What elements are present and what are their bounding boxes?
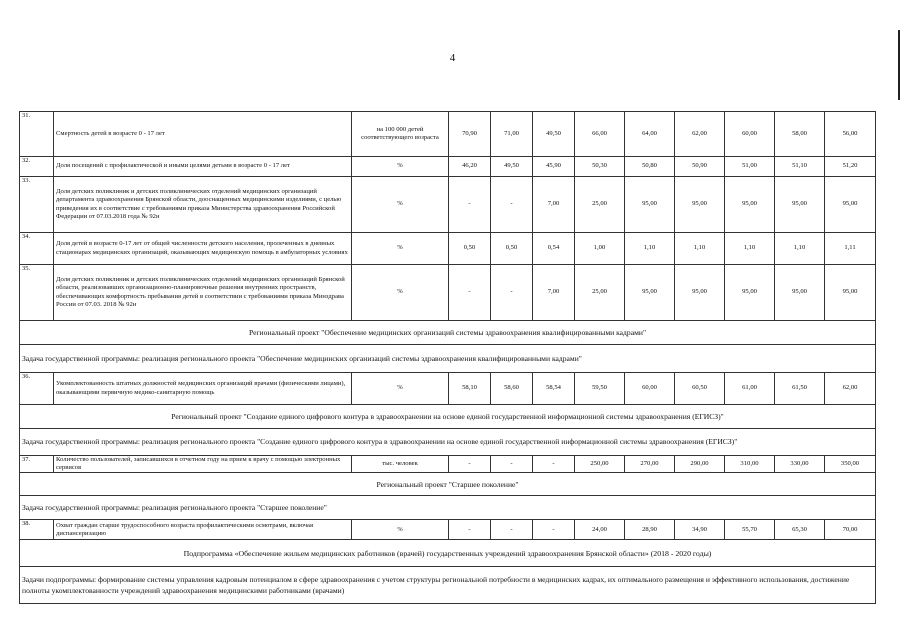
program-task-row [20,345,876,373]
indicator-value: 95,00 [825,265,876,321]
indicator-name: Доля детских поликлиник и детских поликлинических отделений медицинских организаций Брянской области, реализовавших организационно-планировочные решения внутренних пространств, обеспечивающих комфортность пребывания детей в соответствии с требованиями приказа Минздрава России от 07.03. 2018 № 92н [54,265,352,321]
indicator-value: 50,90 [675,157,725,177]
indicator-number: 36. [20,373,54,405]
indicator-row [20,112,876,157]
regional-project-heading [20,473,876,496]
indicator-value: 61,50 [775,373,825,405]
regional-project-heading [20,321,876,345]
indicator-value: - [533,456,575,473]
indicator-value: 1,00 [575,233,625,265]
regional-project-heading-text: Региональный проект "Обеспечение медицинских организаций системы здравоохранения квалифицированными кадрами" [20,321,876,345]
indicator-unit: % [352,157,449,177]
indicator-value: 1,10 [625,233,675,265]
program-task-row-text: Задача государственной программы: реализация регионального проекта "Создание единого цифрового контура в здравоохранении на основе единой государственной информационной системы здравоохранения (ЕГИСЗ)" [20,429,876,456]
indicator-value: 28,90 [625,520,675,540]
indicator-row [20,520,876,540]
indicator-value: 290,00 [675,456,725,473]
indicator-value: 46,20 [449,157,491,177]
indicator-value: 65,30 [775,520,825,540]
indicator-row [20,456,876,473]
indicator-name: Укомплектованность штатных должностей медицинских организаций врачами (физическими лицами), оказывающими первичную медико-санитарную помощь [54,373,352,405]
indicator-value: 50,30 [575,157,625,177]
indicator-value: - [533,520,575,540]
indicator-row [20,177,876,233]
indicator-value: 70,90 [449,112,491,157]
indicator-value: 95,00 [725,177,775,233]
indicator-unit: тыс. человек [352,456,449,473]
indicator-value: 95,00 [625,265,675,321]
page-number: 4 [449,52,456,64]
indicator-value: 25,00 [575,177,625,233]
regional-project-heading-text: Региональный проект "Старшее поколение" [20,473,876,496]
indicator-value: 59,50 [575,373,625,405]
indicator-row [20,157,876,177]
indicator-value: 1,10 [675,233,725,265]
indicator-value: 61,00 [725,373,775,405]
indicator-value: 350,00 [825,456,876,473]
program-task-row [20,496,876,520]
indicator-number: 31. [20,112,54,157]
subprogram-heading-text: Подпрограмма «Обеспечение жильем медицинских работников (врачей) государственных учреждений здравоохранения Брянской области» (2018 - 2020 годы) [20,540,876,567]
indicator-value: 66,00 [575,112,625,157]
indicator-value: 95,00 [825,177,876,233]
regional-project-heading-text: Региональный проект "Создание единого цифрового контура в здравоохранении на основе единой государственной информационной системы здравоохранения (ЕГИСЗ)" [20,405,876,429]
indicator-value: - [491,520,533,540]
program-task-row-text: Задача государственной программы: реализация регионального проекта "Обеспечение медицинских организаций системы здравоохранения квалифицированными кадрами" [20,345,876,373]
indicator-value: 62,00 [675,112,725,157]
indicator-value: 95,00 [675,177,725,233]
indicator-number: 37. [20,456,54,473]
indicator-row [20,233,876,265]
indicator-value: 250,00 [575,456,625,473]
indicator-name: Доля детских поликлиник и детских поликлинических отделений медицинских организаций департамента здравоохранения Брянской области, дооснащенных медицинскими изделиями, с целью приведения их в соответствие с требованиями приказа Министерства здравоохранения Российской Федерации от 07.03.2018 года № 92н [54,177,352,233]
indicator-value: 330,00 [775,456,825,473]
indicator-value: 7,00 [533,177,575,233]
indicator-name: Количество пользователей, записавшихся в отчетном году на прием к врачу с помощью электронных сервисов [54,456,352,473]
indicator-value: 95,00 [775,177,825,233]
program-task-row-text: Задача государственной программы: реализация регионального проекта "Старшее поколение" [20,496,876,520]
indicator-row [20,373,876,405]
indicator-value: - [491,265,533,321]
indicator-unit: % [352,373,449,405]
indicator-value: 60,50 [675,373,725,405]
indicator-value: 1,11 [825,233,876,265]
indicator-value: 70,00 [825,520,876,540]
indicator-value: 310,00 [725,456,775,473]
indicator-value: 51,00 [725,157,775,177]
indicator-value: 58,60 [491,373,533,405]
regional-project-heading [20,405,876,429]
indicator-row [20,265,876,321]
indicator-value: - [449,177,491,233]
indicator-value: 50,80 [625,157,675,177]
indicator-value: 95,00 [625,177,675,233]
table-body [20,112,876,604]
indicator-value: 1,10 [775,233,825,265]
indicator-value: 24,00 [575,520,625,540]
indicator-value: - [449,265,491,321]
indicator-value: 49,50 [533,112,575,157]
indicator-number: 33. [20,177,54,233]
indicator-value: 51,20 [825,157,876,177]
indicator-value: 60,00 [625,373,675,405]
subprogram-heading [20,540,876,567]
indicator-unit: % [352,265,449,321]
subprogram-task-row-text: Задачи подпрограммы: формирование системы управления кадровым потенциалом в сфере здравоохранения с учетом структуры региональной потребности в медицинских кадрах, их оптимального размещения и эффективного использования, достижение полноты укомплектованности учреждений здравоохранения медицинскими работниками (врачами) [20,567,876,604]
indicator-name: Доля посещений с профилактической и иными целями детьми в возрасте 0 - 17 лет [54,157,352,177]
indicator-value: 25,00 [575,265,625,321]
indicator-value: - [449,520,491,540]
indicator-value: 62,00 [825,373,876,405]
indicator-number: 34. [20,233,54,265]
indicator-value: - [449,456,491,473]
indicator-name: Охват граждан старше трудоспособного возраста профилактическими осмотрами, включая диспансеризацию [54,520,352,540]
indicator-number: 35. [20,265,54,321]
subprogram-task-row [20,567,876,604]
indicator-number: 38. [20,520,54,540]
indicator-value: 95,00 [675,265,725,321]
indicator-value: 55,70 [725,520,775,540]
indicator-number: 32. [20,157,54,177]
indicator-value: 0,50 [449,233,491,265]
indicator-value: 34,90 [675,520,725,540]
indicator-value: 0,54 [533,233,575,265]
indicator-value: 45,90 [533,157,575,177]
indicator-value: 95,00 [775,265,825,321]
indicator-value: 0,50 [491,233,533,265]
indicator-value: 58,54 [533,373,575,405]
indicators-table [19,111,876,604]
indicator-value: 7,00 [533,265,575,321]
indicator-value: 71,00 [491,112,533,157]
program-task-row [20,429,876,456]
indicator-value: 58,10 [449,373,491,405]
scan-edge-mark [898,30,900,100]
indicator-unit: % [352,177,449,233]
indicator-value: - [491,177,533,233]
indicator-value: 95,00 [725,265,775,321]
indicator-value: 51,10 [775,157,825,177]
indicator-unit: % [352,233,449,265]
indicator-value: 49,50 [491,157,533,177]
indicator-name: Доля детей в возрасте 0-17 лет от общей численности детского населения, пролеченных в дневных стационарах медицинских организаций, оказывающих медицинскую помощь в амбулаторных условиях [54,233,352,265]
indicator-value: 270,00 [625,456,675,473]
indicator-value: 64,00 [625,112,675,157]
indicator-value: 56,00 [825,112,876,157]
indicator-value: - [491,456,533,473]
indicator-value: 58,00 [775,112,825,157]
indicator-value: 1,10 [725,233,775,265]
indicator-unit: % [352,520,449,540]
indicator-unit: на 100 000 детей соответствующего возраста [352,112,449,157]
indicator-value: 60,00 [725,112,775,157]
indicator-name: Смертность детей в возрасте 0 - 17 лет [54,112,352,157]
